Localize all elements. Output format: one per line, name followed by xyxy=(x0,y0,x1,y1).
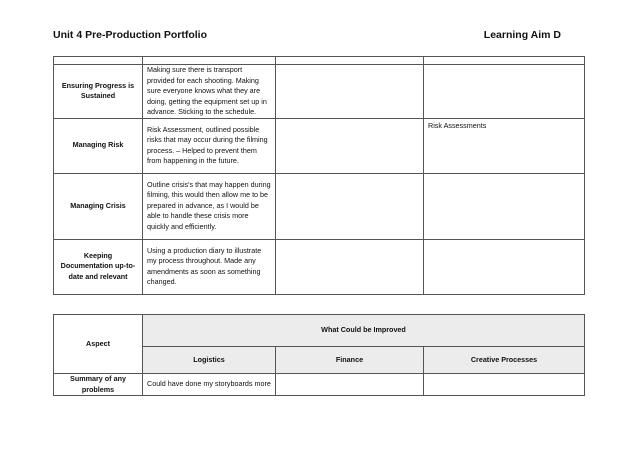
improvement-table xyxy=(53,314,585,396)
improved-label: What Could be Improved xyxy=(143,315,585,347)
row-cell xyxy=(424,65,585,119)
row-cell: Risk Assessments xyxy=(424,118,585,173)
row-description: Risk Assessment, outlined possible risks that may occur during the filming process. – Helped to prevent them from happening in the future. xyxy=(143,118,276,173)
row-cell xyxy=(276,118,424,173)
improved-header-row xyxy=(54,315,585,347)
row-description: Using a production diary to illustrate my process throughout. Made any amendments as soon as something changed. xyxy=(143,239,276,294)
blank-header-row xyxy=(54,57,585,65)
creative-header: Creative Processes xyxy=(424,347,585,374)
summary-label: Summary of any problems xyxy=(54,374,143,396)
logistics-header: Logistics xyxy=(143,347,276,374)
aspect-label: Aspect xyxy=(54,315,143,374)
row-cell xyxy=(276,239,424,294)
blank-cell xyxy=(54,57,143,65)
row-description: Outline crisis's that may happen during filming, this would then allow me to be prepared in advance, as I would be able to handle these crisis more quickly and efficiently. xyxy=(143,173,276,239)
table-row xyxy=(54,173,585,239)
learning-aim-title: Learning Aim D xyxy=(483,29,561,41)
row-label: Managing Risk xyxy=(54,118,143,173)
blank-cell xyxy=(276,57,424,65)
row-cell xyxy=(424,239,585,294)
progress-table xyxy=(53,56,585,295)
table-row xyxy=(54,65,585,119)
blank-cell xyxy=(143,57,276,65)
summary-finance xyxy=(276,374,424,396)
row-cell xyxy=(424,173,585,239)
blank-cell xyxy=(424,57,585,65)
summary-logistics: Could have done my storyboards more xyxy=(143,374,276,396)
table-row xyxy=(54,239,585,294)
row-label: Ensuring Progress is Sustained xyxy=(54,65,143,119)
summary-creative xyxy=(424,374,585,396)
row-label: Keeping Documentation up-to-date and relevant xyxy=(54,239,143,294)
row-description: Making sure there is transport provided for each shooting. Making sure everyone knows what they are doing, getting the equipment set up in advance. Sticking to the schedule. xyxy=(143,65,276,119)
row-cell xyxy=(276,173,424,239)
row-label: Managing Crisis xyxy=(54,173,143,239)
finance-header: Finance xyxy=(276,347,424,374)
page-title: Unit 4 Pre-Production Portfolio xyxy=(53,29,207,41)
summary-row xyxy=(54,374,585,396)
row-cell xyxy=(276,65,424,119)
table-row xyxy=(54,118,585,173)
